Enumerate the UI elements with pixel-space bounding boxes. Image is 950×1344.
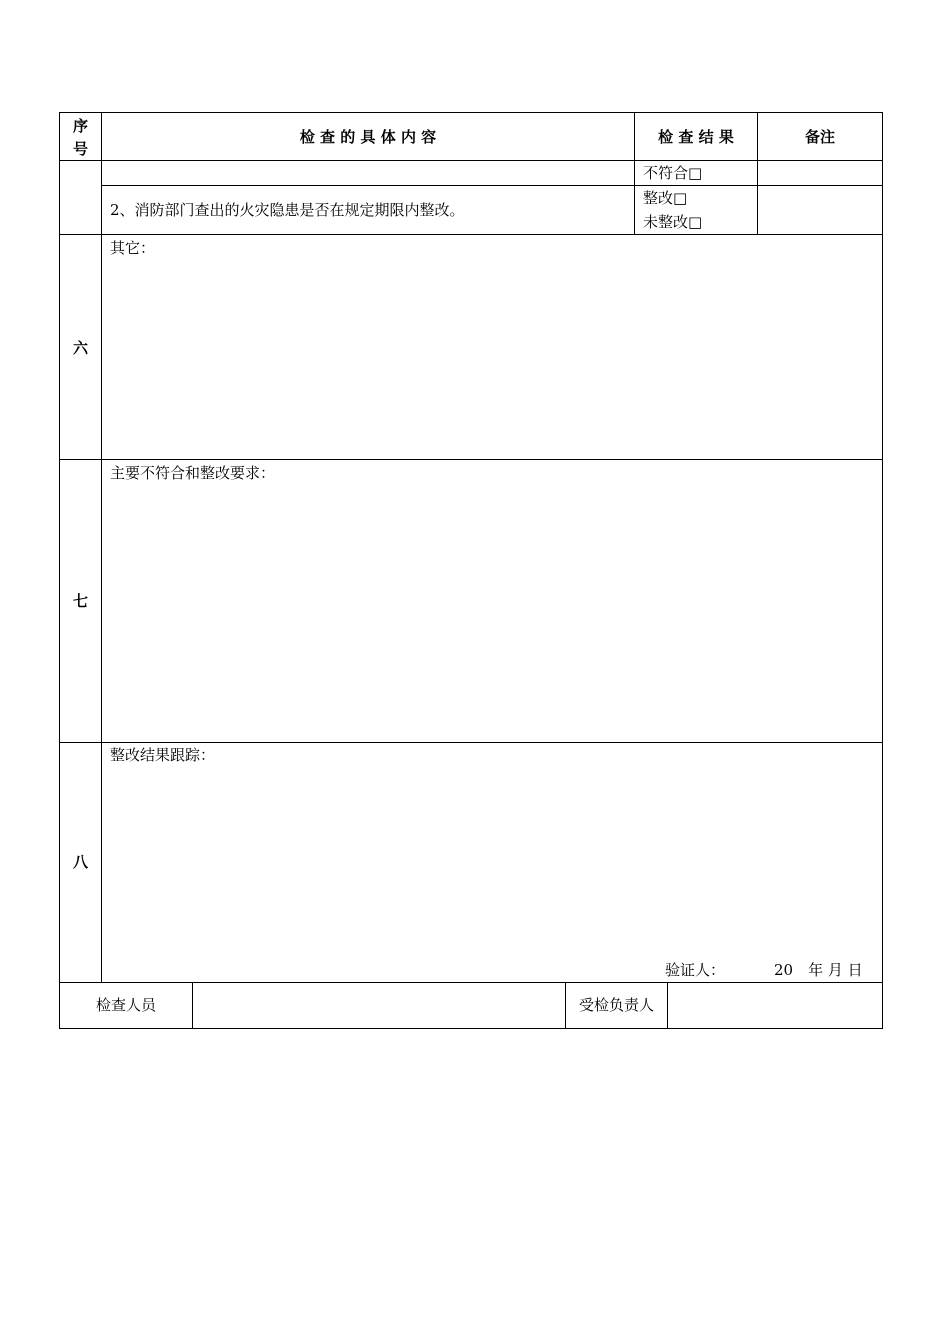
table-border-top — [59, 112, 883, 113]
table-border-left — [59, 112, 60, 1029]
responsible-person-label: 受检负责人 — [578, 996, 654, 1014]
section7-number: 七 — [72, 592, 88, 610]
row1-divider — [101, 185, 883, 186]
seq-column-divider — [101, 112, 102, 983]
section5-bottom-divider — [59, 234, 883, 235]
header-remark-label: 备注 — [804, 128, 835, 146]
row1-result: 不符合□ — [643, 164, 703, 182]
inspector-label: 检查人员 — [95, 996, 156, 1014]
footer-divider-3 — [667, 982, 668, 1029]
verifier-label: 验证人： — [665, 961, 726, 979]
footer-divider-1 — [192, 982, 193, 1029]
section8-number: 八 — [72, 853, 88, 871]
row2-result-not-rectified: 未整改□ — [643, 213, 703, 231]
section6-number: 六 — [72, 339, 88, 357]
header-row-divider — [59, 160, 883, 161]
header-seq-line1: 序 — [72, 117, 88, 135]
section6-label: 其它： — [110, 239, 156, 257]
header-content-label: 检 查 的 具 体 内 容 — [299, 128, 437, 146]
section7-label: 主要不符合和整改要求： — [110, 464, 276, 482]
row2-content: 2、消防部门查出的火灾隐患是否在规定期限内整改。 — [110, 201, 465, 219]
verification-date: 20 年 月 日 — [774, 961, 863, 979]
table-border-bottom — [59, 1028, 883, 1029]
header-seq-line2: 号 — [72, 140, 88, 158]
section7-bottom-divider — [59, 742, 883, 743]
section8-label: 整改结果跟踪： — [110, 746, 216, 764]
table-border-right — [882, 112, 883, 1029]
section8-bottom-divider — [59, 982, 883, 983]
header-result-label: 检 查 结 果 — [658, 128, 734, 146]
section6-bottom-divider — [59, 459, 883, 460]
row2-result-rectified: 整改□ — [643, 189, 688, 207]
